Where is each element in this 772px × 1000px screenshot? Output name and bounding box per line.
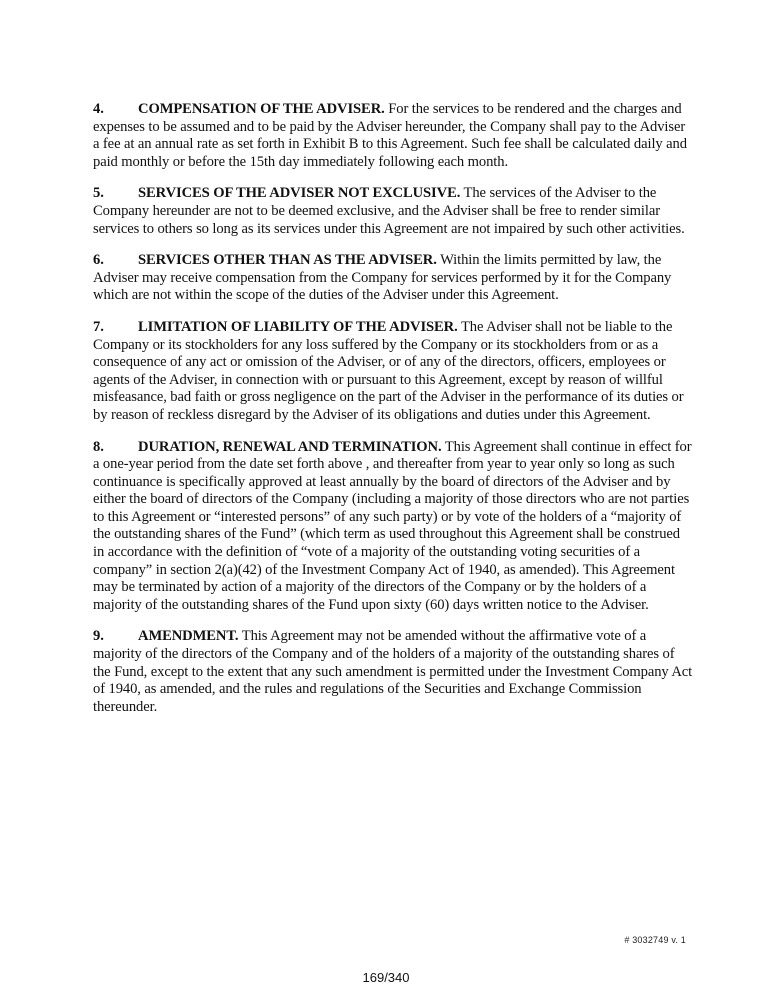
section-number: 9. bbox=[93, 628, 104, 645]
section-compensation bbox=[93, 101, 693, 171]
section-heading: SERVICES OF THE ADVISER NOT EXCLUSIVE. bbox=[138, 185, 461, 202]
document-id: # 3032749 v. 1 bbox=[624, 935, 686, 945]
section-number: 8. bbox=[93, 438, 104, 455]
section-services-other bbox=[93, 252, 693, 305]
section-limitation-of-liability bbox=[93, 319, 693, 425]
section-body: Within the limits permitted by law, the Adviser may receive compensation from the Company for services performed by it for the Company which are not within the scope of the duties of the Adviser under this Agreement. bbox=[93, 252, 672, 304]
section-amendment bbox=[93, 628, 693, 716]
section-body: The services of the Adviser to the Company hereunder are not to be deemed exclusive, and the Adviser shall be free to render similar services to others so long as its services under this Agreement are not impaired by such other activities. bbox=[93, 185, 685, 237]
section-heading: LIMITATION OF LIABILITY OF THE ADVISER. bbox=[138, 318, 458, 335]
section-body: This Agreement shall continue in effect for a one-year period from the date set forth above , and thereafter from year to year only so long as such continuance is specifically approved at least annually by the board of directors of the Adviser and by either the board of directors of the Company (including a majority of those directors who are not parties to this Agreement or “interested persons” of any such party) or by vote of the holders of a “majority of the outstanding shares of the Fund” (which term as used throughout this Agreement shall be construed in accordance with the definition of “vote of a majority of the outstanding voting securities of a company” in section 2(a)(42) of the Investment Company Act of 1940, as amended). This Agreement may be terminated by action of a majority of the directors of the Company or by the holders of a majority of the outstanding shares of the Fund upon sixty (60) days written notice to the Adviser. bbox=[93, 438, 692, 613]
section-heading: COMPENSATION OF THE ADVISER. bbox=[138, 101, 385, 117]
section-services-not-exclusive bbox=[93, 185, 693, 238]
section-number: 7. bbox=[93, 318, 104, 335]
section-body: This Agreement may not be amended without the affirmative vote of a majority of the directors of the Company and of the holders of a majority of the outstanding shares of the Fund, except to the extent that any such amendment is permitted under the Investment Company Act of 1940, as amended, and the rules and regulations of the Securities and Exchange Commission thereunder. bbox=[93, 628, 693, 715]
section-heading: DURATION, RENEWAL AND TERMINATION. bbox=[138, 438, 442, 455]
document-body bbox=[93, 101, 693, 730]
section-heading: SERVICES OTHER THAN AS THE ADVISER. bbox=[138, 252, 437, 269]
section-body: For the services to be rendered and the charges and expenses to be assumed and to be paid by the Adviser hereunder, the Company shall pay to the Adviser a fee at an annual rate as set forth in Exhibit B to this Agreement. Such fee shall be calculated daily and paid monthly or before the 15th day immediately following each month. bbox=[93, 101, 687, 170]
section-duration-renewal-termination bbox=[93, 439, 693, 615]
page-number: 169/340 bbox=[362, 970, 410, 985]
section-body: The Adviser shall not be liable to the Company or its stockholders for any loss suffered by the Company or its stockholders from or as a consequence of any act or omission of the Adviser, or of any of the directors, officers, employees or agents of the Adviser, in connection with or pursuant to this Agreement, except by reason of willful misfeasance, bad faith or gross negligence on the part of the Adviser in the performance of its duties or by reason of reckless disregard by the Adviser of its obligations and duties under this Agreement. bbox=[93, 318, 684, 423]
section-heading: AMENDMENT. bbox=[138, 628, 239, 645]
section-number: 5. bbox=[93, 185, 104, 202]
section-number: 6. bbox=[93, 252, 104, 269]
section-number: 4. bbox=[93, 101, 104, 117]
